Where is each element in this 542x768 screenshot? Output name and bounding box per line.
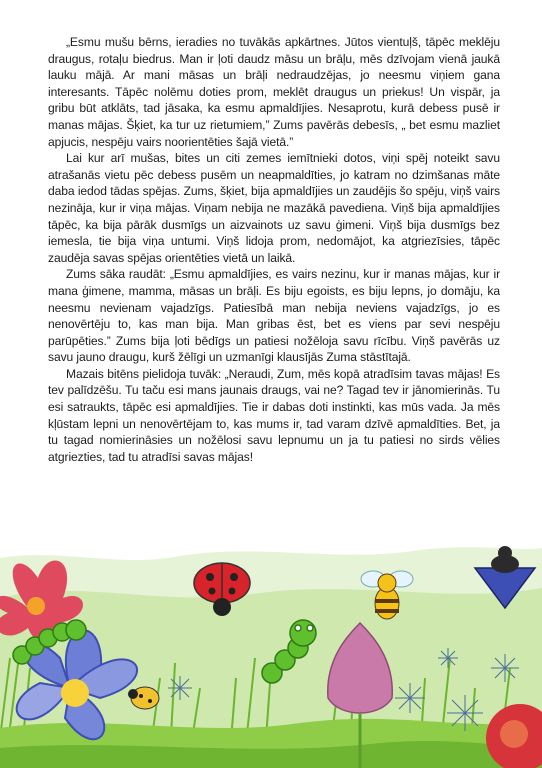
paragraph: Zums sāka raudāt: „Esmu apmaldījies, es vairs nezinu, kur ir manas mājas, kur ir mana ģimene, mamma, māsas un brāļi. Es biju egoists, es biju lepns, jo domāju, ka neesmu nevienam vajadzīgs. Patiesībā man nebija neviens vajadzīgs, jo es nenovērtēju to, kas man bija. Man gribas ēst, bet es viens par sevi nespēju parūpēties.” Zums bija ļoti bēdīgs un patiesi nožēloja savu rīcību. Viņš pavērās uz savu jauno draugu, kurš žēlīgi un uzmanīgi klausījās Zuma stāstītajā.: [48, 267, 500, 365]
meadow-illustration: [0, 538, 542, 768]
paragraph: „Esmu mušu bērns, ieradies no tuvākās apkārtnes. Jūtos vientuļš, tāpēc meklēju draugus, rotaļu biedrus. Man ir ļoti daudz māsu un brāļu, mēs dzīvojam vienā jaukā lauku mājā. Ar mani māsas un brāļi nedraudzējas, jo neesmu viņiem gana interesants. Tāpēc nolēmu doties prom, meklēt draugus un priekus! Un vispār, ja gribu būt atklāts, tad jāsaka, ka esmu apmaldījies. Nesaprotu, kurā debess pusē ir manas mājas. Šķiet, ka tur uz rietumiem,” Zums pavērās debesīs, „ bet esmu mazliet apjucis, nespēju vairs noorientēties šajā vietā.”: [48, 35, 500, 149]
paragraph: Lai kur arī mušas, bites un citi zemes iemītnieki dotos, viņi spēj noteikt savu atrašanās vietu pēc debess pusēm un neapmaldīties, jo katram no dzimšanas māte daba iedod tādas spējas. Zums, šķiet, bija apmaldījies un zaudējis šo spēju, viņš vairs nezināja, kur ir viņa mājas. Viņam nebija ne mazākā pavediena. Viņš bija apmaldījies tāpēc, ka bija pārāk dusmīgs un aizvainots uz savu ģimeni. Viņš bija dusmīgs bez iemesla, tie bija viņa untumi. Viņš lidoja prom, nedomājot, ka atgriezīsies, tāpēc zaudēja savas spējas orientēties vietā un laikā.: [48, 151, 500, 265]
story-text: [48, 34, 500, 465]
paragraph: Mazais bitēns pielidoja tuvāk: „Neraudi, Zum, mēs kopā atradīsim tavas mājas! Es tev palīdzēšu. Tu taču esi mans jaunais draugs, vai ne? Tagad tev ir jānomierinās. Tu esi satraukts, tāpēc esi apmaldījies. Tie ir dabas doti instinkti, kas mūs vada. Ja mēs kļūstam lepni un nenovērtējam to, kas mums ir, tad varam dzīvē apmaldīties. Bet, ja tu tagad nomierināsies un nožēlosi savu lepnumu un ja tu patiesi no sirds vēlies atgriezties, tad tu atradīsi savas mājas!: [48, 366, 500, 464]
meadow-scene: [0, 538, 542, 768]
